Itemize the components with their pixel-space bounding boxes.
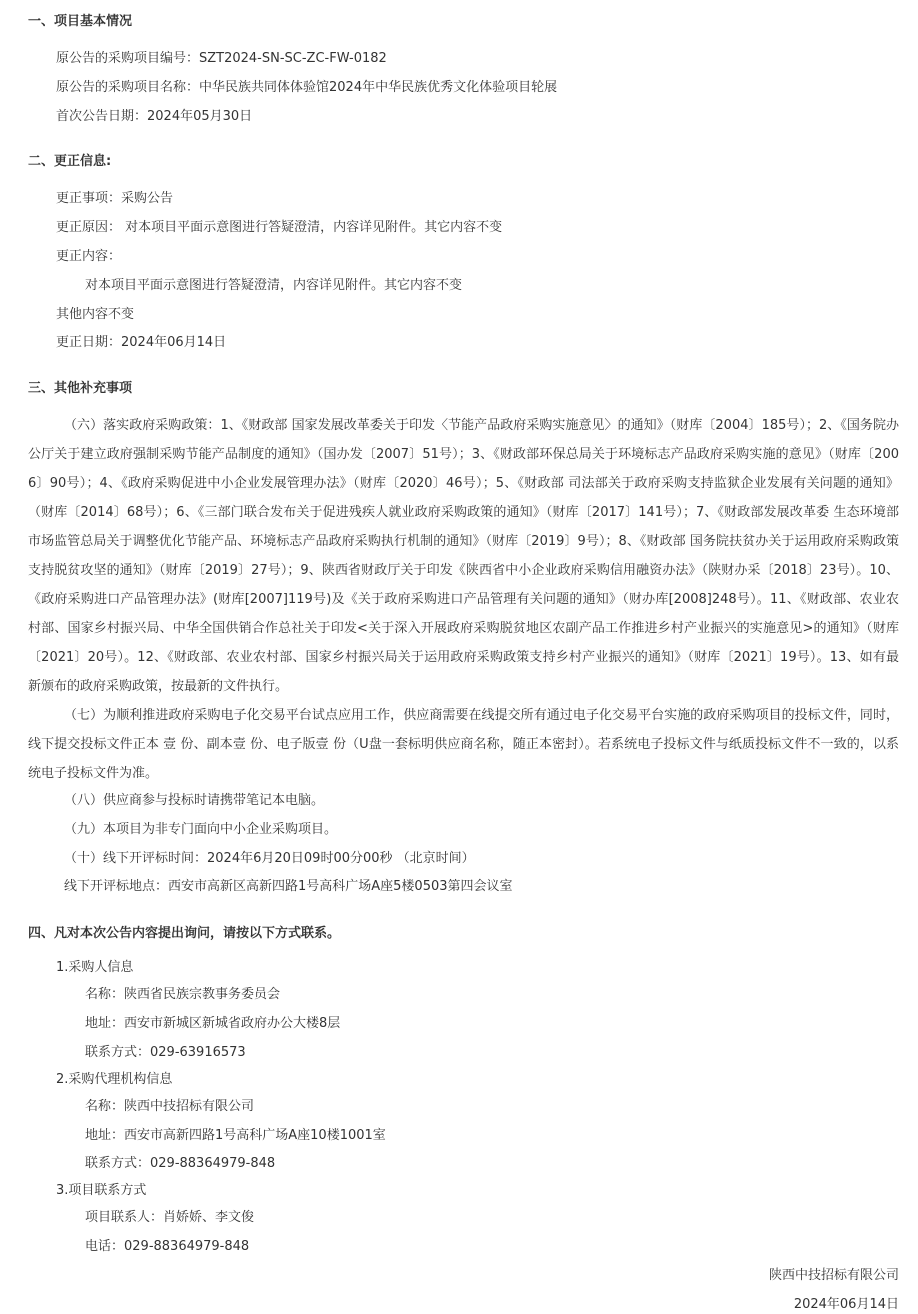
buyer-address: 地址：西安市新城区新城省政府办公大楼8层	[85, 1016, 341, 1031]
agent-phone: 联系方式：029-88364979-848	[85, 1156, 276, 1171]
buyer-name: 名称：陕西省民族宗教事务委员会	[85, 987, 281, 1002]
agent-address: 地址：西安市高新四路1号高科广场A座10楼1001室	[85, 1128, 386, 1143]
agent-name: 名称：陕西中技招标有限公司	[85, 1099, 255, 1114]
original-project-number: 原公告的采购项目编号：SZT2024-SN-SC-ZC-FW-0182	[56, 51, 387, 66]
supplement-item-8: （八）供应商参与投标时请携带笔记本电脑。	[64, 793, 325, 808]
correction-item: 更正事项：采购公告	[56, 191, 174, 206]
supplement-item-7: （七）为顺利推进政府采购电子化交易平台试点应用工作，供应商需要在线提交所有通过电子化交易平台实施的政府采购项目的投标文件，同时，线下提交投标文件正本 壹 份、副本壹 份、电子版壹 份（U盘一套标明供应商名称，随正本密封）。若系统电子投标文件与纸质投标文件不一致的，以系统电子投标文件为准。	[28, 708, 899, 781]
supplement-item-6: （六）落实政府采购政策：1、《财政部 国家发展改革委关于印发〈节能产品政府采购实施意见〉的通知》（财库〔2004〕185号）；2、《国务院办公厅关于建立政府强制采购节能产品制度的通知》（国办发〔2007〕51号）；3、《财政部环保总局关于环境标志产品政府采购实施的意见》（财库〔2006〕90号）；4、《政府采购促进中小企业发展管理办法》（财库〔2020〕46号）；5、《财政部 司法部关于政府采购支持监狱企业发展有关问题的通知》（财库〔2014〕68号）；6、《三部门联合发布关于促进残疾人就业政府采购政策的通知》（财库〔2017〕141号）；7、《财政部发展改革委 生态环境部 市场监管总局关于调整优化节能产品、环境标志产品政府采购执行机制的通知》（财库〔2019〕9号）；8、《财政部 国务院扶贫办关于运用政府采购政策支持脱贫攻坚的通知》（财库〔2019〕27号）；9、陕西省财政厅关于印发《陕西省中小企业政府采购信用融资办法》（陕财办采〔2018〕23号）。10、《政府采购进口产品管理办法》(财库[2007]119号)及《关于政府采购进口产品管理有关问题的通知》（财办库[2008]248号）。11、《财政部、农业农村部、国家乡村振兴局、中华全国供销合作总社关于印发<关于深入开展政府采购脱贫地区农副产品工作推进乡村产业振兴的实施意见>的通知》（财库〔2021〕20号）。12、《财政部、农业农村部、国家乡村振兴局关于运用政府采购政策支持乡村产业振兴的通知》（财库〔2021〕19号）。13、如有最新颁布的政府采购政策，按最新的文件执行。	[28, 418, 899, 694]
correction-date: 更正日期：2024年06月14日	[56, 335, 227, 350]
first-announcement-date: 首次公告日期：2024年05月30日	[56, 109, 253, 124]
project-contact-phone: 电话：029-88364979-848	[85, 1239, 250, 1254]
footer-date: 2024年06月14日	[793, 1297, 899, 1312]
correction-reason: 更正原因： 对本项目平面示意图进行答疑澄清，内容详见附件。其它内容不变	[56, 220, 503, 235]
correction-content-label: 更正内容：	[56, 249, 122, 264]
buyer-info-title: 1.采购人信息	[56, 960, 134, 975]
section-2-heading: 二、更正信息:	[28, 154, 112, 169]
agent-info-title: 2.采购代理机构信息	[56, 1072, 173, 1087]
supplement-item-10-time: （十）线下开评标时间：2024年6月20日09时00分00秒 （北京时间）	[64, 851, 475, 866]
other-content-unchanged: 其他内容不变	[56, 307, 135, 322]
section-4-heading: 四、凡对本次公告内容提出询问，请按以下方式联系。	[28, 926, 341, 941]
project-contact-person: 项目联系人：肖娇娇、李文俊	[85, 1210, 255, 1225]
original-project-name: 原公告的采购项目名称：中华民族共同体体验馆2024年中华民族优秀文化体验项目轮展	[56, 80, 558, 95]
footer-company: 陕西中技招标有限公司	[768, 1268, 899, 1283]
supplement-item-9: （九）本项目为非专门面向中小企业采购项目。	[64, 822, 338, 837]
project-contact-title: 3.项目联系方式	[56, 1183, 147, 1198]
supplement-item-10-location: 线下开评标地点：西安市高新区高新四路1号高科广场A座5楼0503第四会议室	[64, 879, 513, 894]
correction-content-text: 对本项目平面示意图进行答疑澄清，内容详见附件。其它内容不变	[85, 278, 463, 293]
section-1-heading: 一、项目基本情况	[28, 14, 133, 29]
buyer-phone: 联系方式：029-63916573	[85, 1045, 246, 1060]
section-3-heading: 三、其他补充事项	[28, 381, 133, 396]
